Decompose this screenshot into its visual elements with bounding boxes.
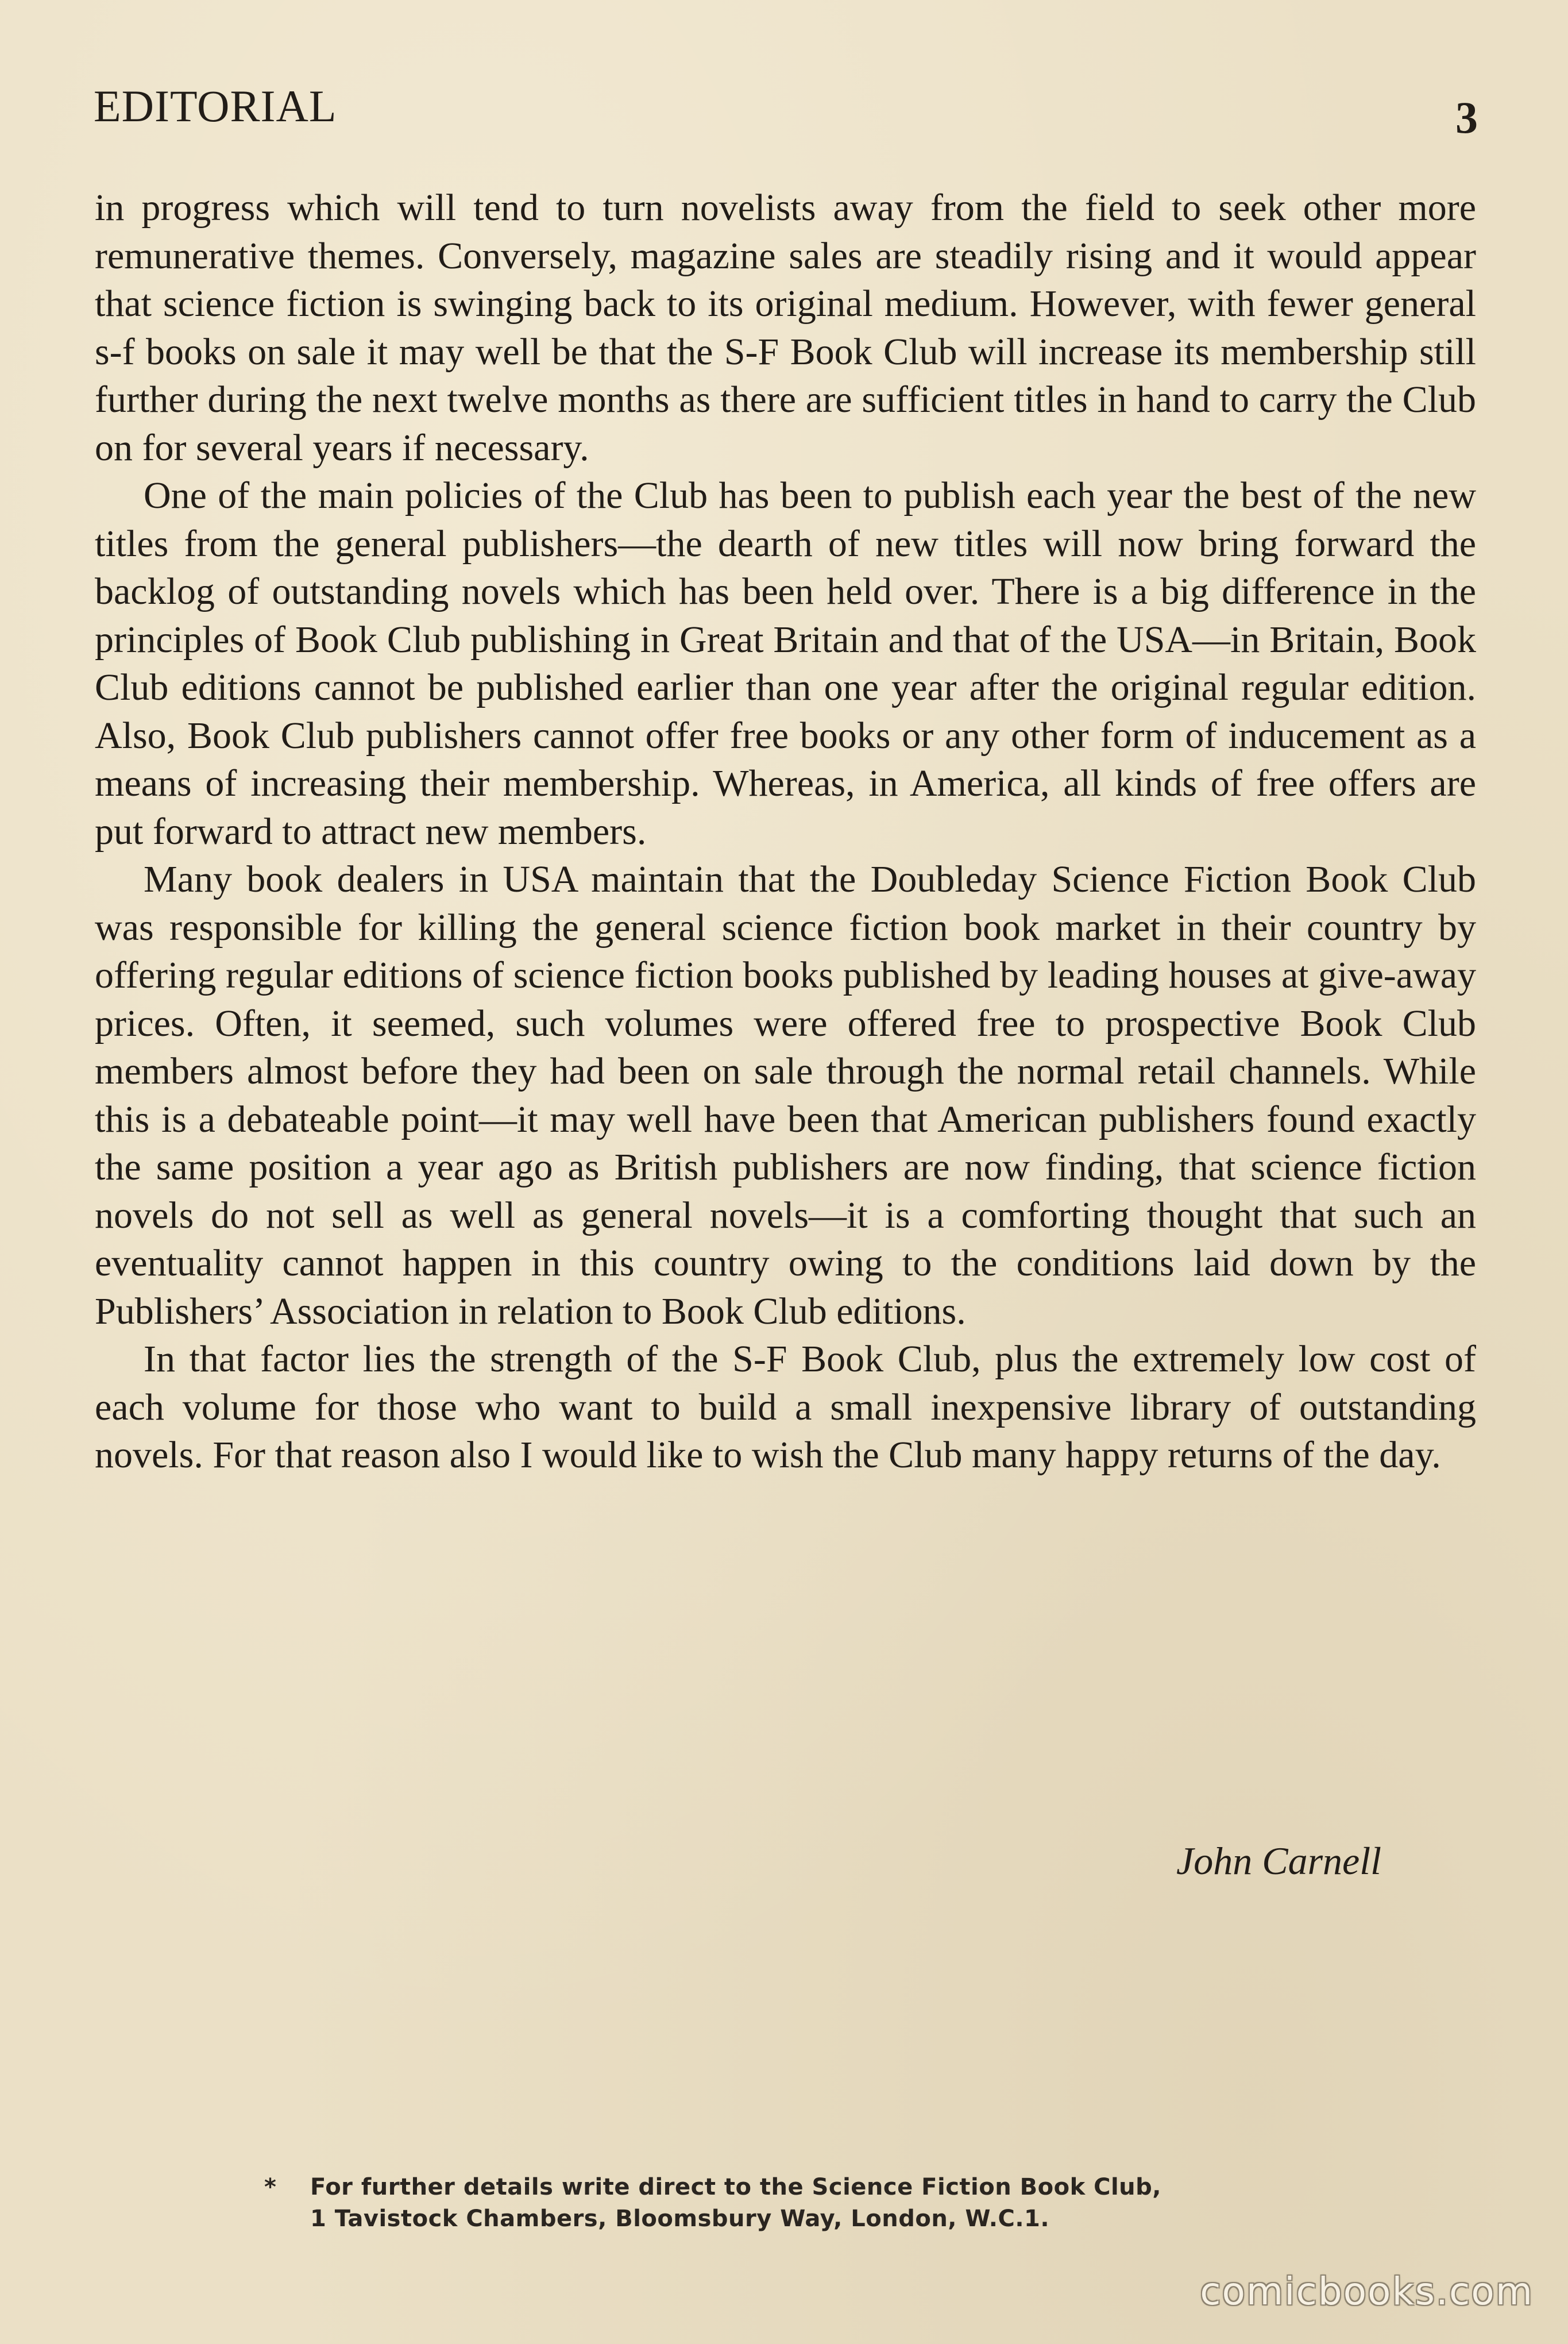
footnote-line-1: For further details write direct to the Science Fiction Book Club, — [310, 2174, 1161, 2200]
footnote-marker: * — [264, 2174, 277, 2200]
footnote — [264, 2172, 1355, 2235]
paragraph-1: in progress which will tend to turn novelists away from the field to seek other more remunerative themes. Conversely, magazine sales are steadily rising and it would appear that science fiction is swinging back to its original medium. However, with fewer general s-f books on sale it may well be that the S-F Book Club will increase its membership still further during the next twelve months as there are sufficient titles in hand to carry the Club on for several years if necessary. — [95, 187, 1476, 469]
paragraph-3: Many book dealers in USA maintain that the Doubleday Science Fiction Book Club was responsible for killing the general science fiction book market in their country by offering regular editions of science fiction books published by leading houses at give-away prices. Often, it seemed, such volumes were offered free to prospective Book Club members almost before they had been on sale through the normal retail channels. While this is a debateable point—it may well have been that American publishers found exactly the same position a year ago as British publishers are now finding, that science fiction novels do not sell as well as general novels—it is a comforting thought that such an eventuality cannot happen in this country owing to the conditions laid down by the Publishers’ Association in relation to Book Club editions. — [95, 858, 1476, 1332]
editorial-body — [95, 184, 1476, 1479]
page-number: 3 — [1455, 92, 1478, 142]
paragraph-2: One of the main policies of the Club has been to publish each year the best of the new titles from the general publishers—the dearth of new titles will now bring forward the backlog of outstanding novels which has been held over. There is a big difference in the principles of Book Club publishing in Great Britain and that of the USA—in Britain, Book Club editions cannot be published earlier than one year after the original regular edition. Also, Book Club publishers cannot offer free books or any other form of inducement as a means of increasing their membership. Whereas, in America, all kinds of free offers are put forward to attract new members. — [95, 475, 1476, 853]
watermark: comicbooks.com — [1200, 2269, 1534, 2314]
footnote-line-2: 1 Tavistock Chambers, Bloomsbury Way, London, W.C.1. — [310, 2206, 1050, 2232]
paragraph-4: In that factor lies the strength of the S-F Book Club, plus the extremely low cost of each volume for those who want to build a small inexpensive library of outstanding novels. For that reason also I would like to wish the Club many happy returns of the day. — [95, 1338, 1476, 1476]
author-signature: John Carnell — [1176, 1839, 1381, 1883]
page-header — [94, 80, 1478, 149]
running-head: EDITORIAL — [94, 81, 337, 131]
